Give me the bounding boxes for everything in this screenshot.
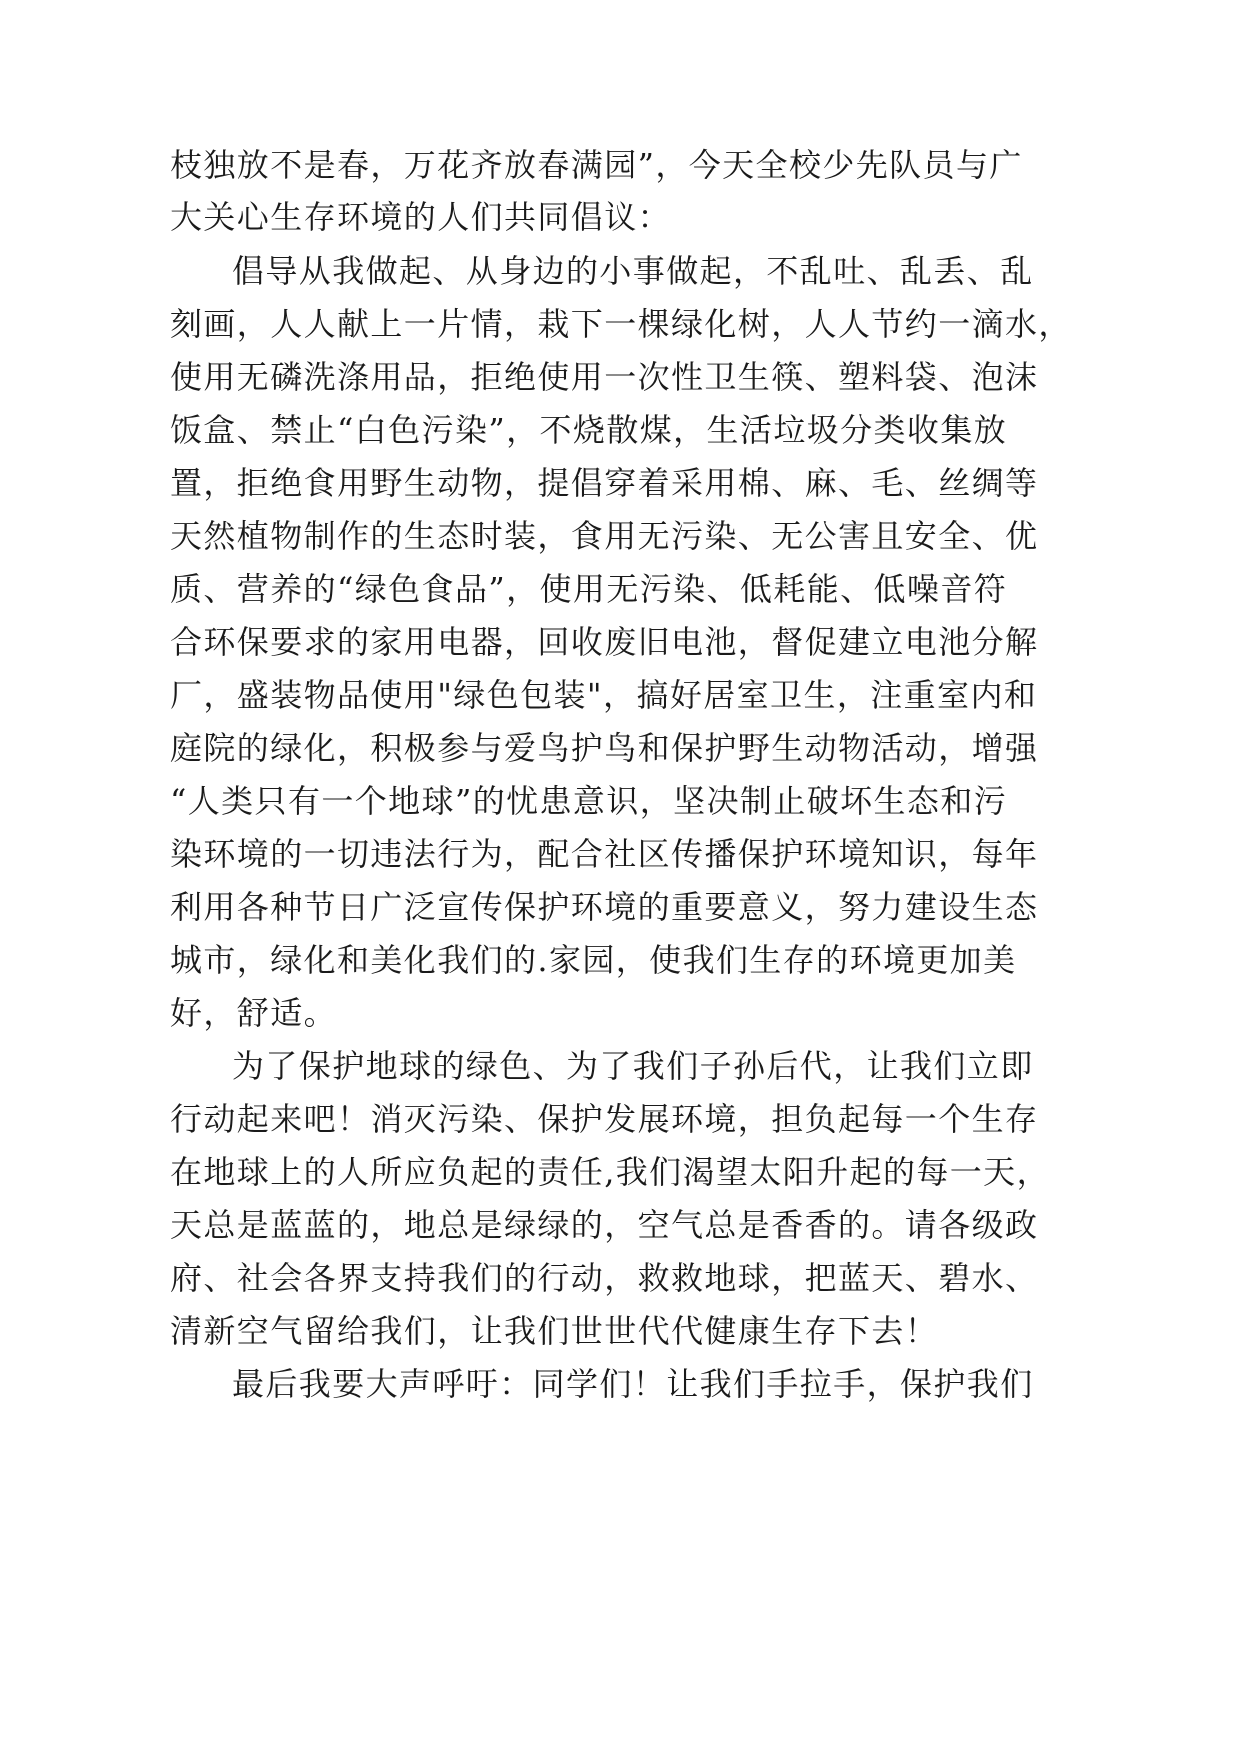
text-line: 府、社会各界支持我们的行动，救救地球，把蓝天、碧水、 (170, 1259, 1039, 1297)
text-line: 枝独放不是春，万花齐放春满园”，今天全校少先队员与广 (170, 146, 1023, 184)
text-line: 染环境的一切违法行为，配合社区传播保护环境知识，每年 (170, 835, 1039, 873)
text-line: 饭盒、禁止“白色污染”，不烧散煤，生活垃圾分类收集放 (170, 411, 1008, 449)
text-line: 庭院的绿化，积极参与爱鸟护鸟和保护野生动物活动，增强 (170, 729, 1039, 767)
text-line: 在地球上的人所应负起的责任,我们渴望太阳升起的每一天， (170, 1153, 1050, 1191)
text-line: 城市，绿化和美化我们的.家园，使我们生存的环境更加美 (170, 941, 1017, 979)
text-line: 刻画，人人献上一片情，栽下一棵绿化树，人人节约一滴水， (170, 305, 1072, 343)
text-line: 置，拒绝食用野生动物，提倡穿着采用棉、麻、毛、丝绸等 (170, 464, 1039, 502)
text-line: 大关心生存环境的人们共同倡议： (170, 198, 672, 236)
text-line: 为了保护地球的绿色、为了我们子孙后代，让我们立即 (232, 1047, 1034, 1085)
text-line: 质、营养的“绿色食品”，使用无污染、低耗能、低噪音符 (170, 570, 1008, 608)
text-line: 使用无磷洗涤用品，拒绝使用一次性卫生筷、塑料袋、泡沫 (170, 358, 1039, 396)
text-line: 厂，盛装物品使用"绿色包装"，搞好居室卫生，注重室内和 (170, 676, 1038, 714)
text-line: 合环保要求的家用电器，回收废旧电池，督促建立电池分解 (170, 623, 1039, 661)
text-line: 好，舒适。 (170, 994, 338, 1032)
text-line: 最后我要大声呼吁：同学们！让我们手拉手，保护我们 (232, 1365, 1034, 1403)
text-line: “人类只有一个地球”的忧患意识，坚决制止破坏生态和污 (170, 782, 1008, 820)
text-line: 天然植物制作的生态时装，食用无污染、无公害且安全、优 (170, 517, 1039, 555)
text-line: 清新空气留给我们，让我们世世代代健康生存下去！ (170, 1312, 939, 1350)
text-line: 利用各种节日广泛宣传保护环境的重要意义，努力建设生态 (170, 888, 1039, 926)
text-line: 行动起来吧！消灭污染、保护发展环境，担负起每一个生存 (170, 1100, 1039, 1138)
text-line: 天总是蓝蓝的，地总是绿绿的，空气总是香香的。请各级政 (170, 1206, 1039, 1244)
text-line: 倡导从我做起、从身边的小事做起，不乱吐、乱丢、乱 (232, 252, 1034, 290)
